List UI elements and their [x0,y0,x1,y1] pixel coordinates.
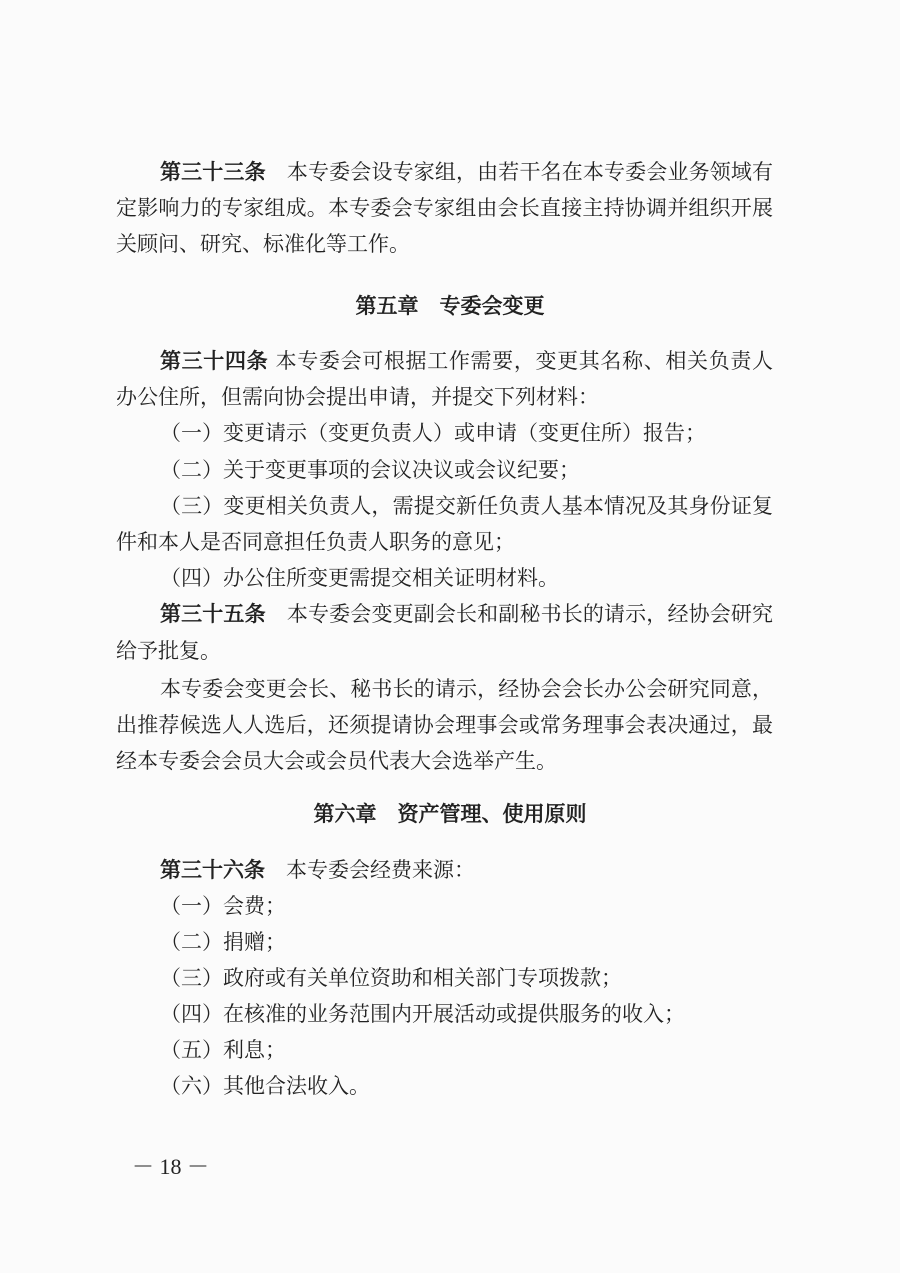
list-item: （二）捐赠； [160,930,286,954]
text-line: 定影响力的专家组成。本专委会专家组由会长直接主持协调并组织开展 [116,196,773,220]
list-item: （四）在核准的业务范围内开展活动或提供服务的收入； [160,1002,685,1026]
page-number: － 18 － [132,1154,210,1179]
text-line: 给予批复。 [116,639,221,663]
article-35-line-1: 第三十五条 本专委会变更副会长和副秘书长的请示，经协会研究 [160,602,773,626]
article-36-line-1: 第三十六条 本专委会经费来源： [160,858,475,882]
list-item: （三）变更相关负责人，需提交新任负责人基本情况及其身份证复 [160,494,773,518]
list-item: （六）其他合法收入。 [160,1074,370,1098]
text-line: 出推荐候选人人选后，还须提请协会理事会或常务理事会表决通过，最 [116,713,773,737]
text-line: 本专委会变更会长、秘书长的请示，经协会会长办公会研究同意， [160,677,773,701]
article-label: 第三十六条 [160,858,265,882]
list-item: （一）变更请示（变更负责人）或申请（变更住所）报告； [160,421,706,445]
list-item: （四）办公住所变更需提交相关证明材料。 [160,566,559,590]
article-label: 第三十三条 [160,160,266,184]
list-item: （一）会费； [160,894,286,918]
list-item: （三）政府或有关单位资助和相关部门专项拨款； [160,966,622,990]
chapter-heading: 第五章 专委会变更 [355,294,545,318]
article-34-line-1: 第三十四条 本专委会可根据工作需要，变更其名称、相关负责人 [160,349,773,373]
list-item: （五）利息； [160,1038,286,1062]
article-label: 第三十四条 [160,349,269,373]
text-line: 经本专委会会员大会或会员代表大会选举产生。 [116,749,557,773]
text-line: 件和本人是否同意担任负责人职务的意见； [116,530,515,554]
list-item: （二）关于变更事项的会议决议或会议纪要； [160,458,580,482]
article-label: 第三十五条 [160,602,266,626]
article-33-line-1: 第三十三条 本专委会设专家组，由若干名在本专委会业务领域有 [160,160,773,184]
text-line: 关顾问、研究、标准化等工作。 [116,232,410,256]
text-line: 办公住所，但需向协会提出申请，并提交下列材料： [116,385,599,409]
chapter-heading: 第六章 资产管理、使用原则 [313,802,587,826]
